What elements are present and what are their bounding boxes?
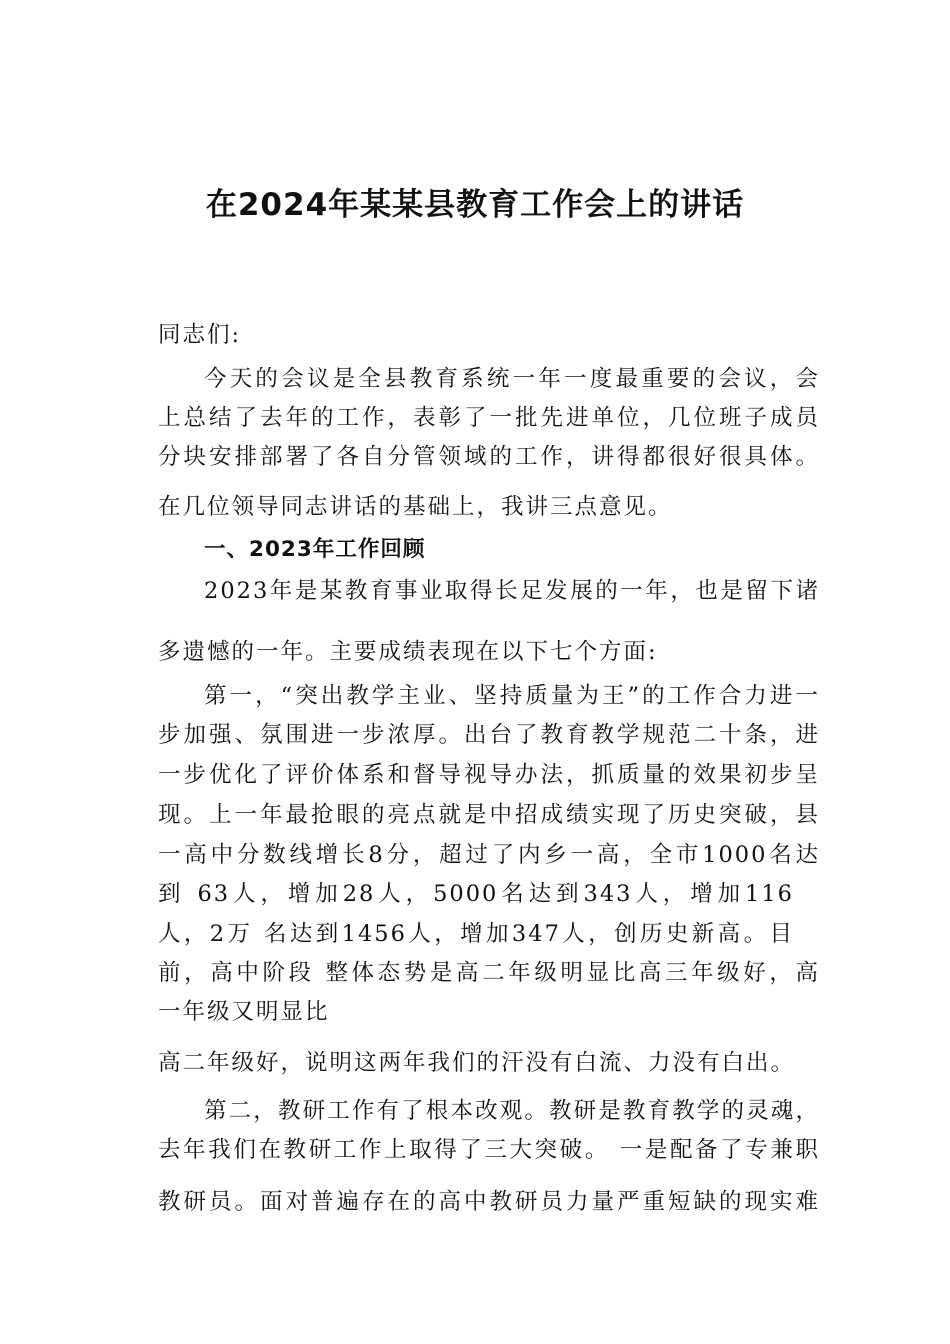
- paragraph-line: 高二年级好，说明这两年我们的汗没有白流、力没有白出。: [158, 1050, 796, 1076]
- paragraph-line: 去年我们在教研工作上取得了三大突破。 一是配备了专兼职: [158, 1137, 820, 1163]
- paragraph-line: 一高中分数线增长8分，超过了内乡一高，全市1000名达: [158, 842, 820, 868]
- paragraph-line: 上总结了去年的工作，表彰了一批先进单位，几位班子成员: [158, 405, 820, 431]
- paragraph-line: 多遗憾的一年。主要成绩表现在以下七个方面:: [158, 639, 658, 665]
- paragraph-line: 教研员。面对普遍存在的高中教研员力量严重短缺的现实难: [158, 1189, 820, 1215]
- paragraph-line: 步加强、氛围进一步浓厚。出台了教育教学规范二十条，进: [158, 722, 820, 748]
- salutation: 同志们:: [158, 322, 242, 348]
- paragraph-line: 在几位领导同志讲话的基础上，我讲三点意见。: [158, 494, 673, 520]
- paragraph-line: 第一，“突出教学主业、坚持质量为王”的工作合力进一: [204, 683, 820, 709]
- paragraph-line: 人，2万 名达到1456人，增加347人，创历史新高。目: [158, 921, 794, 947]
- section-heading: 一、2023年工作回顾: [204, 537, 426, 562]
- paragraph-line: 今天的会议是全县教育系统一年一度最重要的会议，会: [204, 366, 820, 392]
- paragraph-line: 一年级又明显比: [158, 999, 330, 1025]
- paragraph-line: 2023年是某教育事业取得长足发展的一年，也是留下诸: [204, 578, 820, 604]
- paragraph-line: 现。上一年最抢眼的亮点就是中招成绩实现了历史突破，县: [158, 802, 820, 828]
- paragraph-line: 分块安排部署了各自分管领域的工作，讲得都很好很具体。: [158, 444, 820, 470]
- paragraph-line: 到 63人，增加28人，5000名达到343人，增加116: [158, 881, 794, 907]
- document-title: 在2024年某某县教育工作会上的讲话: [205, 187, 745, 223]
- paragraph-line: 第二，教研工作有了根本改观。教研是教育教学的灵魂，: [204, 1098, 820, 1124]
- paragraph-line: 一步优化了评价体系和督导视导办法，抓质量的效果初步呈: [158, 762, 820, 788]
- paragraph-line: 前，高中阶段 整体态势是高二年级明显比高三年级好，高: [158, 960, 820, 986]
